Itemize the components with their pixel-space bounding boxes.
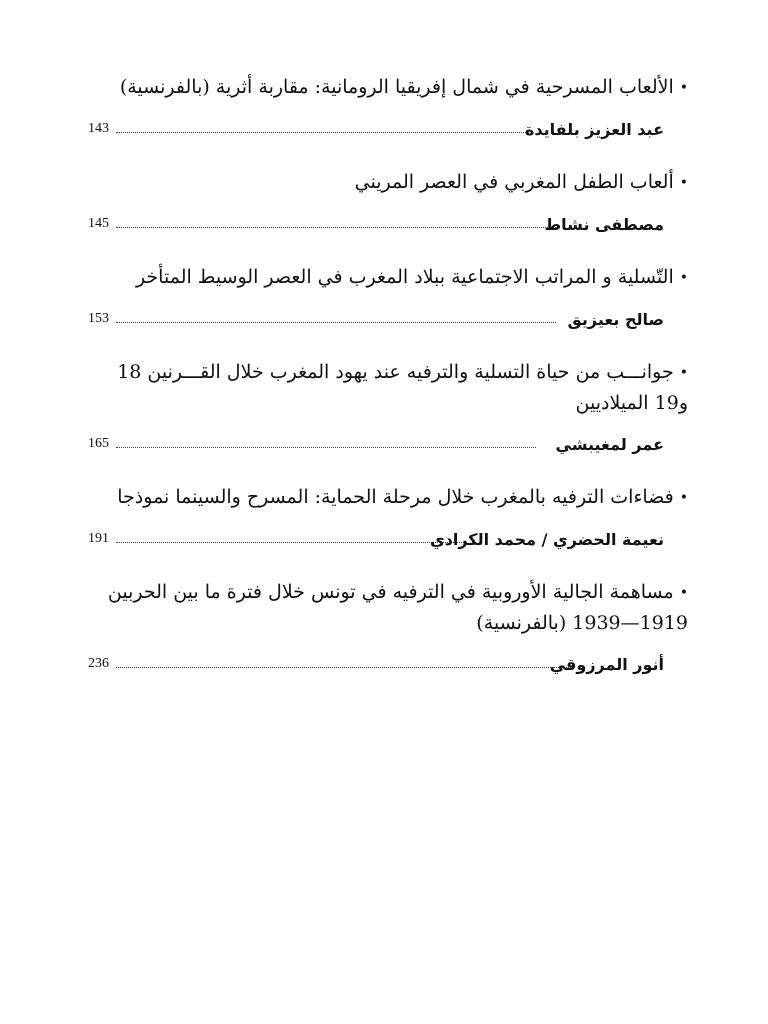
- entry-author: نعيمة الحضري / محمد الكرادي: [429, 530, 664, 549]
- table-of-contents: [88, 72, 690, 702]
- entry-title[interactable]: جوانـــب من حياة التسلية والترفيه عند يهود المغرب خلال القـــرنين 18 و19 الميلاديين: [117, 361, 688, 414]
- bullet-icon: •: [679, 270, 688, 286]
- entry-title[interactable]: ألعاب الطفل المغربي في العصر المريني: [354, 171, 674, 193]
- leader-dots: [116, 322, 556, 323]
- toc-entry[interactable]: [88, 482, 690, 549]
- entry-author: صالح بعيزيق: [567, 310, 664, 329]
- entry-title[interactable]: التّسلية و المراتب الاجتماعية ببلاد المغرب في العصر الوسيط المتأخر: [135, 266, 674, 288]
- toc-entry[interactable]: [88, 577, 690, 674]
- bullet-icon: •: [679, 80, 688, 96]
- bullet-icon: •: [679, 490, 688, 506]
- bullet-icon: •: [679, 585, 688, 601]
- toc-entry[interactable]: [88, 357, 690, 454]
- page-number: 165: [88, 436, 109, 451]
- bullet-icon: •: [679, 365, 688, 381]
- leader-dots: [116, 542, 466, 543]
- toc-entry[interactable]: [88, 262, 690, 329]
- entry-title[interactable]: فضاءات الترفيه بالمغرب خلال مرحلة الحماية: المسرح والسينما نموذجا: [117, 486, 674, 508]
- leader-dots: [116, 227, 556, 228]
- toc-entry[interactable]: [88, 167, 690, 234]
- entry-title[interactable]: مساهمة الجالية الأوروبية في الترفيه في تونس خلال فترة ما بين الحربين 1919—1939 (بالفرنسية): [107, 581, 688, 634]
- leader-dots: [116, 132, 526, 133]
- page-number: 153: [88, 311, 109, 326]
- page-number: 143: [88, 121, 109, 136]
- page-number: 236: [88, 656, 109, 671]
- toc-entry[interactable]: [88, 72, 690, 139]
- entry-title[interactable]: الألعاب المسرحية في شمال إفريقيا الرومانية: مقاربة أثرية (بالفرنسية): [119, 76, 674, 98]
- entry-author: أنور المرزوقي: [549, 655, 664, 674]
- page-number: 191: [88, 531, 109, 546]
- leader-dots: [116, 667, 571, 668]
- entry-author: عبد العزيز بلفايدة: [524, 120, 664, 139]
- page-number: 145: [88, 216, 109, 231]
- entry-author: مصطفى نشاط: [544, 215, 664, 234]
- leader-dots: [116, 447, 536, 448]
- entry-author: عمر لمغيبشي: [555, 435, 664, 454]
- bullet-icon: •: [679, 175, 688, 191]
